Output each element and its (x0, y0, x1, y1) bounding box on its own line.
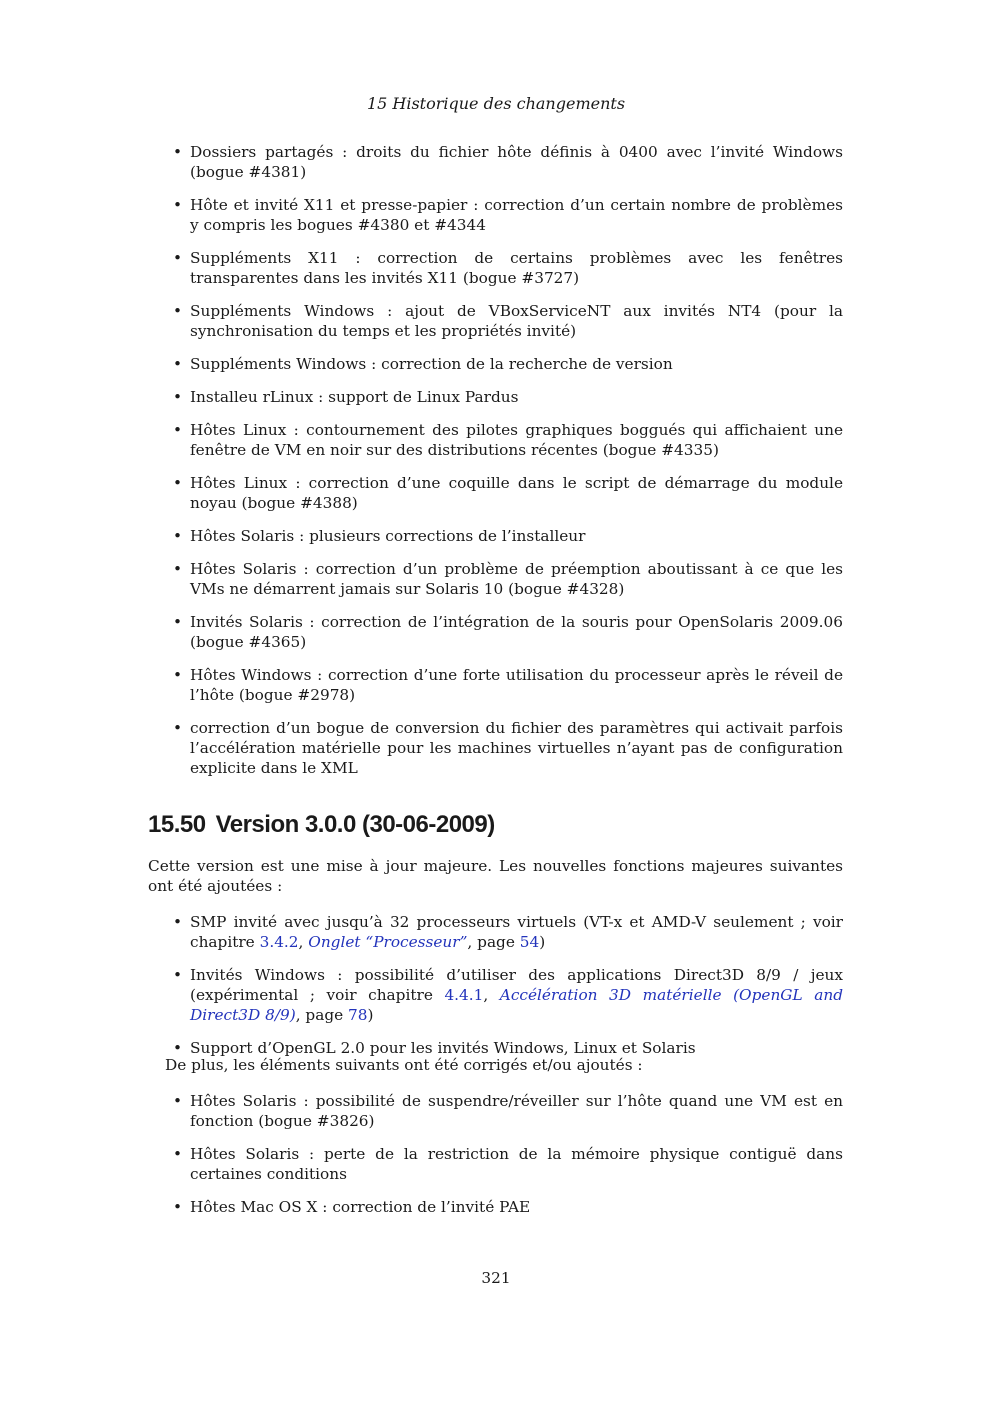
list-item: • Suppléments Windows : ajout de VBoxServiceNT aux invités NT4 (pour la synchronisation du temps et les propriétés invité) (171, 301, 843, 341)
list-item: • Hôtes Linux : correction d’une coquille dans le script de démarrage du module noyau (bogue #4388) (171, 473, 843, 513)
section-heading (148, 810, 495, 840)
changelog-list-top (171, 142, 843, 778)
xref-page-78[interactable]: 78 (348, 1006, 368, 1024)
list-item: • Hôtes Solaris : perte de la restriction de la mémoire physique contiguë dans certaines conditions (171, 1144, 843, 1184)
features-list (171, 912, 843, 1058)
list-item: • Hôtes Solaris : possibilité de suspendre/réveiller sur l’hôte quand une VM est en fonction (bogue #3826) (171, 1091, 843, 1131)
section-title-text: Version 3.0.0 (30-06-2009) (215, 811, 495, 838)
changelog-list-bottom (171, 1091, 843, 1217)
list-item-direct3d (171, 965, 843, 1025)
xref-processor-tab[interactable]: Onglet “Processeur” (308, 933, 468, 951)
list-item: • Hôtes Mac OS X : correction de l’invité PAE (171, 1197, 843, 1217)
smp-text: SMP invité avec jusqu’à 32 processeurs virtuels (VT-x et AMD-V seulement ; voir chapitre (190, 913, 843, 951)
page-number: 321 (481, 1269, 511, 1287)
smp-sep: , (298, 933, 309, 951)
running-header: 15 Historique des changements (366, 94, 626, 113)
list-item: • Suppléments X11 : correction de certains problèmes avec les fenêtres transparentes dans les invités X11 (bogue #3727) (171, 248, 843, 288)
xref-3d-acceleration[interactable]: Accélération 3D matérielle (OpenGL and Direct3D 8/9) (190, 986, 843, 1024)
list-item: • Hôtes Solaris : plusieurs corrections de l’installeur (171, 526, 843, 546)
list-item: • Hôtes Windows : correction d’une forte utilisation du processeur après le réveil de l’hôte (bogue #2978) (171, 665, 843, 705)
list-item: • Suppléments Windows : correction de la recherche de version (171, 354, 843, 374)
direct3d-sep: , (483, 986, 500, 1004)
section-number: 15.50 (148, 811, 206, 838)
list-item-smp (171, 912, 843, 952)
list-item: • Installeu rLinux : support de Linux Pardus (171, 387, 843, 407)
list-item: • Hôtes Solaris : correction d’un problème de préemption aboutissant à ce que les VMs ne démarrent jamais sur Solaris 10 (bogue #4328) (171, 559, 843, 599)
direct3d-page-label: , page (295, 1006, 349, 1024)
xref-section-3-4-2[interactable]: 3.4.2 (259, 933, 299, 951)
list-item: • Hôtes Linux : contournement des pilotes graphiques boggués qui affichaient une fenêtre de VM en noir sur des distributions récentes (bogue #4335) (171, 420, 843, 460)
list-item: • Hôte et invité X11 et presse-papier : correction d’un certain nombre de problèmes y compris les bogues #4380 et #4344 (171, 195, 843, 235)
xref-section-4-4-1[interactable]: 4.4.1 (444, 986, 484, 1004)
list-item: • Invités Solaris : correction de l’intégration de la souris pour OpenSolaris 2009.06 (bogue #4365) (171, 612, 843, 652)
list-item: • Dossiers partagés : droits du fichier hôte définis à 0400 avec l’invité Windows (bogue #4381) (171, 142, 843, 182)
list-item: • correction d’un bogue de conversion du fichier des paramètres qui activait parfois l’accélération matérielle pour les machines virtuelles n’ayant pas de configuration explicite dans le XML (171, 718, 843, 778)
also-paragraph: De plus, les éléments suivants ont été corrigés et/ou ajoutés : (165, 1056, 643, 1074)
list-item-opengl: • Support d’OpenGL 2.0 pour les invités Windows, Linux et Solaris (171, 1038, 843, 1058)
smp-page-label: , page (467, 933, 520, 951)
smp-close: ) (539, 933, 546, 951)
direct3d-text: Invités Windows : possibilité d’utiliser des applications Direct3D 8/9 / jeux (expérimental ; voir chapitre (190, 966, 843, 1004)
intro-paragraph: Cette version est une mise à jour majeure. Les nouvelles fonctions majeures suivantes ont été ajoutées : (148, 857, 843, 895)
direct3d-close: ) (367, 1006, 374, 1024)
xref-page-54[interactable]: 54 (519, 933, 540, 951)
